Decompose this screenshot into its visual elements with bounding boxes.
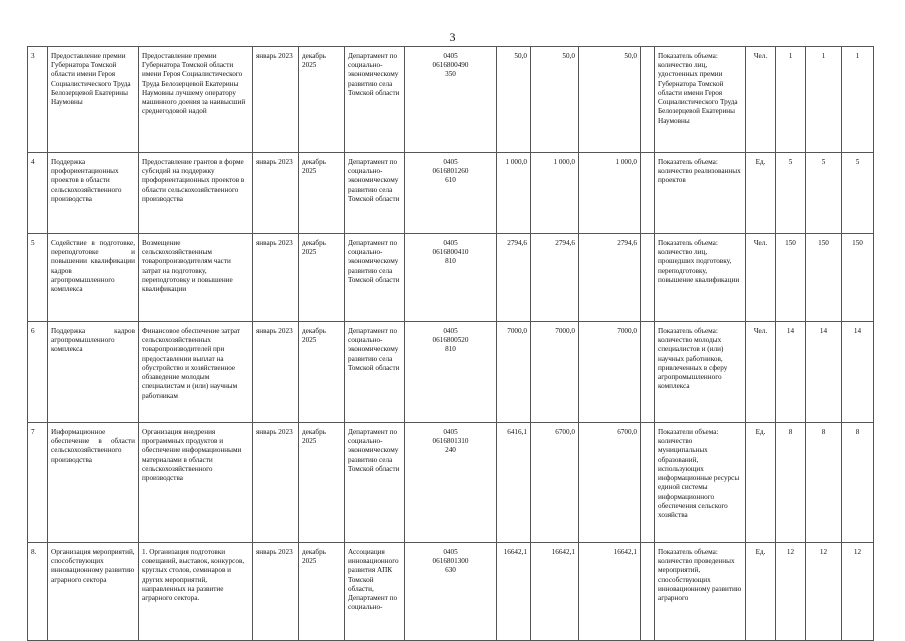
- amount-year-3: 16642,1: [579, 543, 641, 641]
- budget-code-part: 0405: [443, 158, 458, 166]
- amount-year-2: 2794,6: [531, 234, 579, 322]
- indicator: Показатель объема: количество лиц, удостоенных премии Губернатора Томской области имени Героя Социалистического Труда Белозерцевой Екатерины Наумовны: [655, 47, 746, 153]
- event-description: Предоставление грантов в форме субсидий на поддержку профориентационных проектов в области сельскохозяйственного производства: [139, 153, 253, 234]
- end-date: декабрь 2025: [299, 47, 345, 153]
- executor: Департамент по социально-экономическому развитию села Томской области: [345, 234, 405, 322]
- indicator: Показатель объема: количество лиц, прошедших подготовку, переподготовку, повышение квалификации: [655, 234, 746, 322]
- row-number: 8.: [28, 543, 48, 641]
- event-name: Поддержка профориентационных проектов в области сельскохозяйственного производства: [48, 153, 139, 234]
- value-year-3: 5: [842, 153, 874, 234]
- budget-code-part: 0405: [443, 428, 458, 436]
- amount-year-1: 16642,1: [497, 543, 531, 641]
- spacer-cell: [641, 322, 655, 423]
- unit: Чел.: [746, 234, 776, 322]
- page-number: 3: [449, 30, 456, 44]
- amount-year-1: 2794,6: [497, 234, 531, 322]
- budget-code-part: 610: [445, 176, 456, 185]
- executor: Департамент по социально-экономическому развитию села Томской области: [345, 47, 405, 153]
- value-year-2: 14: [806, 322, 842, 423]
- start-date: январь 2023: [253, 322, 299, 423]
- row-number: 6: [28, 322, 48, 423]
- budget-code-part: 630: [445, 566, 456, 575]
- budget-code-part: 350: [445, 70, 456, 79]
- value-year-1: 5: [776, 153, 806, 234]
- amount-year-1: 6416,1: [497, 423, 531, 543]
- value-year-3: 12: [842, 543, 874, 641]
- indicator: Показатели объема: количество муниципальных образований, использующих информационные ресурсы единой системы информационного обеспечения сельского хозяйства: [655, 423, 746, 543]
- event-description: Финансовое обеспечение затрат сельскохозяйственных товаропроизводителей при предоставлении выплат на обустройство и хозяйственное обзаведение молодым специалистам и (или) научным работникам: [139, 322, 253, 423]
- value-year-1: 12: [776, 543, 806, 641]
- program-table: [27, 46, 874, 641]
- value-year-2: 150: [806, 234, 842, 322]
- start-date: январь 2023: [253, 543, 299, 641]
- executor: Департамент по социально-экономическому развитию села Томской области: [345, 153, 405, 234]
- table-row: [28, 423, 874, 543]
- table-row: [28, 47, 874, 153]
- table-row: [28, 322, 874, 423]
- start-date: январь 2023: [253, 47, 299, 153]
- executor: Департамент по социально-экономическому развитию села Томской области: [345, 322, 405, 423]
- spacer-cell: [641, 153, 655, 234]
- value-year-2: 5: [806, 153, 842, 234]
- budget-code: [405, 234, 497, 322]
- start-date: январь 2023: [253, 153, 299, 234]
- event-name: Поддержка кадров агропромышленного комплекса: [48, 322, 139, 423]
- amount-year-2: 16642,1: [531, 543, 579, 641]
- value-year-2: 1: [806, 47, 842, 153]
- table-row: [28, 543, 874, 641]
- budget-code: [405, 543, 497, 641]
- budget-code-part: 0405: [443, 52, 458, 60]
- unit: Ед.: [746, 423, 776, 543]
- value-year-3: 1: [842, 47, 874, 153]
- table-row: [28, 153, 874, 234]
- value-year-1: 14: [776, 322, 806, 423]
- budget-code-part: 810: [445, 257, 456, 266]
- budget-code: [405, 47, 497, 153]
- event-name: Информационное обеспечение в области сельскохозяйственного производства: [48, 423, 139, 543]
- event-name: Содействие в подготовке, переподготовке и повышении квалификации кадров агропромышленного комплекса: [48, 234, 139, 322]
- value-year-3: 8: [842, 423, 874, 543]
- budget-code-part: 0616800410: [432, 248, 469, 257]
- budget-code-part: 0616800520: [432, 336, 469, 345]
- row-number: 7: [28, 423, 48, 543]
- amount-year-3: 1 000,0: [579, 153, 641, 234]
- spacer-cell: [641, 47, 655, 153]
- spacer-cell: [641, 234, 655, 322]
- unit: Чел.: [746, 47, 776, 153]
- row-number: 3: [28, 47, 48, 153]
- budget-code-part: 810: [445, 345, 456, 354]
- amount-year-2: 7000,0: [531, 322, 579, 423]
- indicator: Показатель объема: количество молодых специалистов и (или) научных работников, привлеченных в сферу агропромышленного комплекса: [655, 322, 746, 423]
- amount-year-2: 6700,0: [531, 423, 579, 543]
- budget-code-part: 0616801310: [432, 437, 469, 446]
- unit: Ед.: [746, 543, 776, 641]
- end-date: декабрь 2025: [299, 153, 345, 234]
- event-description: Организация внедрения программных продуктов и обеспечение информационными материалами в области сельскохозяйственного производства: [139, 423, 253, 543]
- budget-code-part: 0405: [443, 239, 458, 247]
- amount-year-1: 7000,0: [497, 322, 531, 423]
- row-number: 5: [28, 234, 48, 322]
- amount-year-2: 1 000,0: [531, 153, 579, 234]
- start-date: январь 2023: [253, 423, 299, 543]
- amount-year-1: 50,0: [497, 47, 531, 153]
- budget-code-part: 0616801300: [432, 557, 469, 566]
- budget-code-part: 0405: [443, 548, 458, 556]
- spacer-cell: [641, 423, 655, 543]
- end-date: декабрь 2025: [299, 234, 345, 322]
- budget-code-part: 0616800490: [432, 61, 469, 70]
- end-date: декабрь 2025: [299, 322, 345, 423]
- value-year-3: 14: [842, 322, 874, 423]
- event-description: 1. Организация подготовки совещаний, выставок, конкурсов, круглых столов, семинаров и других мероприятий, направленных на развитие аграрного сектора.: [139, 543, 253, 641]
- start-date: январь 2023: [253, 234, 299, 322]
- amount-year-2: 50,0: [531, 47, 579, 153]
- unit: Чел.: [746, 322, 776, 423]
- amount-year-3: 50,0: [579, 47, 641, 153]
- budget-code-part: 240: [445, 446, 456, 455]
- budget-code: [405, 153, 497, 234]
- amount-year-3: 7000,0: [579, 322, 641, 423]
- end-date: декабрь 2025: [299, 543, 345, 641]
- spacer-cell: [641, 543, 655, 641]
- indicator: Показатель объема: количество проведенных мероприятий, способствующих инновационному развитию аграрного: [655, 543, 746, 641]
- budget-code-part: 0616801260: [432, 167, 469, 176]
- unit: Ед.: [746, 153, 776, 234]
- event-description: Предоставление премии Губернатора Томской области имени Героя Социалистического Труда Белозерцевой Екатерины Наумовны лучшему оператору машинного доения за наивысший среднегодовой надой: [139, 47, 253, 153]
- event-name: Предоставление премии Губернатора Томской области имени Героя Социалистического Труда Белозерцевой Екатерины Наумовны: [48, 47, 139, 153]
- budget-code-part: 0405: [443, 327, 458, 335]
- end-date: декабрь 2025: [299, 423, 345, 543]
- value-year-1: 8: [776, 423, 806, 543]
- budget-code: [405, 423, 497, 543]
- table-row: [28, 234, 874, 322]
- executor: Ассоциация инновационного развития АПК Томской области, Департамент по социально-: [345, 543, 405, 641]
- value-year-3: 150: [842, 234, 874, 322]
- value-year-2: 8: [806, 423, 842, 543]
- amount-year-3: 2794,6: [579, 234, 641, 322]
- budget-code: [405, 322, 497, 423]
- amount-year-1: 1 000,0: [497, 153, 531, 234]
- value-year-1: 150: [776, 234, 806, 322]
- event-description: Возмещение сельскохозяйственным товаропроизводителям части затрат на подготовку, переподготовку и повышение квалификации: [139, 234, 253, 322]
- executor: Департамент по социально-экономическому развитию села Томской области: [345, 423, 405, 543]
- value-year-1: 1: [776, 47, 806, 153]
- indicator: Показатель объема: количество реализованных проектов: [655, 153, 746, 234]
- event-name: Организация мероприятий, способствующих инновационному развитию аграрного сектора: [48, 543, 139, 641]
- value-year-2: 12: [806, 543, 842, 641]
- row-number: 4: [28, 153, 48, 234]
- table-body: [28, 47, 874, 641]
- amount-year-3: 6700,0: [579, 423, 641, 543]
